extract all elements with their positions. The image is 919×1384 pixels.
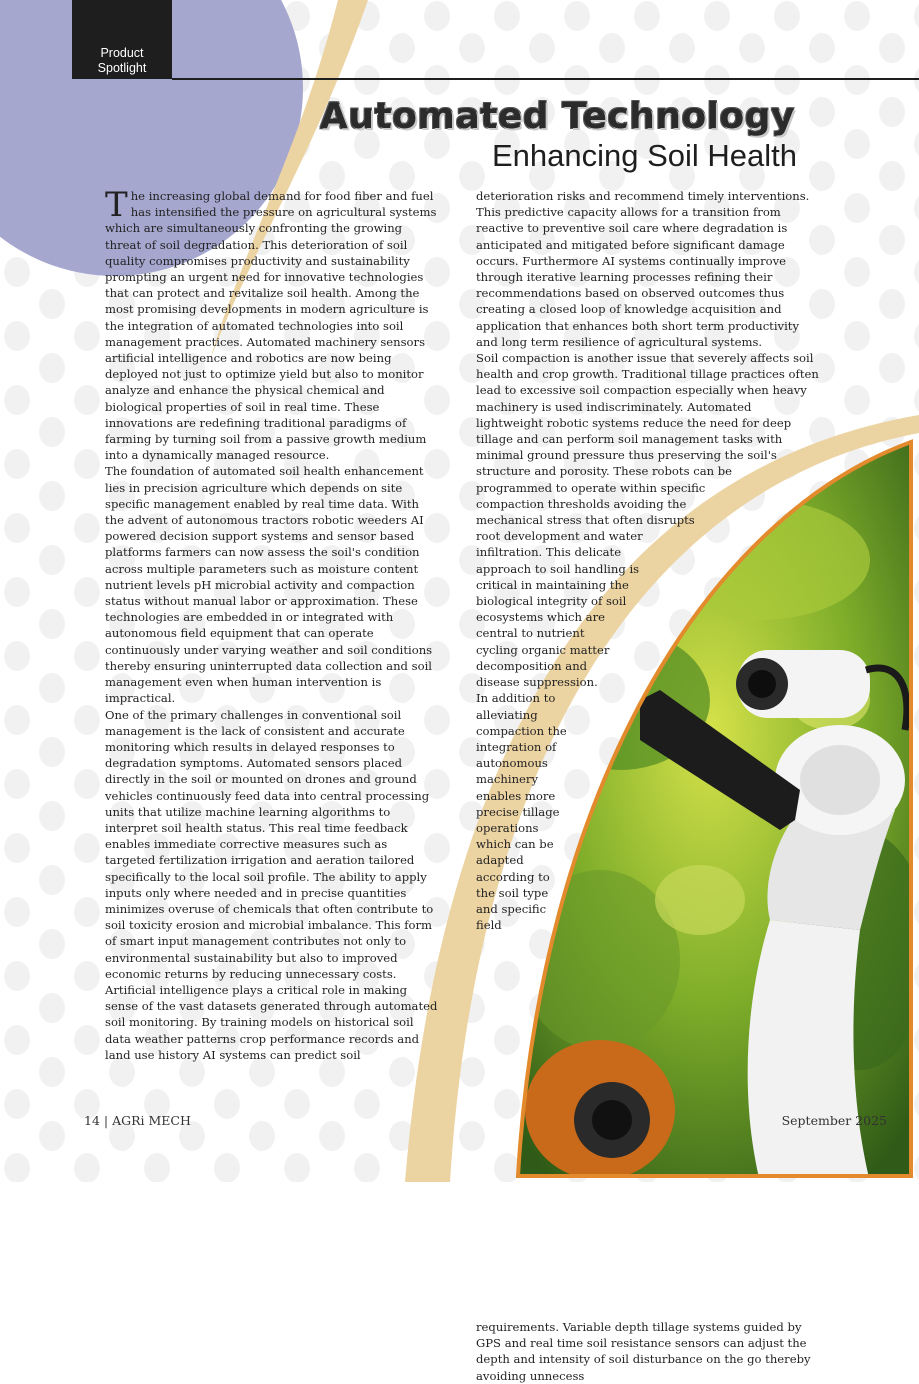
article-paragraph xyxy=(105,185,438,463)
page-subtitle: Enhancing Soil Health xyxy=(491,138,797,173)
section-tag-line1: Product xyxy=(100,46,144,60)
drop-cap: T xyxy=(105,185,128,225)
article-paragraph: Soil compaction is another issue that severely affects soil health and crop growth. Traditional tillage practices often lead to excessive soil compaction especially when heavy machinery is used indiscriminately. Automated lightweight robotic systems reduce the need for deep tillage and can perform soil management tasks with minimal ground pressure thus preserving the soil's structure and porosity. These robots can be programmed to operate within specific compaction thresholds avoiding the mechanical stress that often disrupts root development and water infiltration. This delicate approach to soil handling is critical in maintaining the biological integrity of soil ecosystems which are central to nutrient cycling organic matter decomposition and disease suppression. xyxy=(476,351,819,690)
article-column-1 xyxy=(105,185,438,1063)
article-paragraph: In addition to alleviating compaction the integration of autonomous machinery enables more precise tillage operations which can be adapted according to the soil type and specific field requirements. Variable depth tillage systems guided by GPS and real time soil resistance sensors can adjust the depth and intensity of soil disturbance on the go thereby avoiding unnecess xyxy=(476,691,811,1383)
issue-date-footer: September 2025 xyxy=(781,1113,887,1128)
page-title: Automated Technology xyxy=(320,96,795,137)
article-paragraph: The foundation of automated soil health enhancement lies in precision agriculture which depends on site specific management enabled by real time data. With the advent of autonomous tractors robotic weeders AI powered decision support systems and sensor based platforms farmers can now assess the soil's condition across multiple parameters such as moisture content nutrient levels pH microbial activity and compaction status without manual labor or approximation. These technologies are embedded in or integrated with autonomous field equipment that can operate continuously under varying weather and soil conditions thereby ensuring uninterrupted data collection and soil management even when human intervention is impractical. xyxy=(105,464,433,706)
section-tag-line2: Spotlight xyxy=(97,61,147,75)
article-paragraph: Artificial intelligence plays a critical role in making sense of the vast datasets generated through automated soil monitoring. By training models on historical soil data weather patterns crop performance records and land use history AI systems can predict soil xyxy=(105,982,438,1062)
article-text: he increasing global demand for food fiber and fuel has intensified the pressure on agricultural systems which are simultaneously confronting the growing threat of soil degradation. This deterioration of soil quality compromises productivity and sustainability prompting an urgent need for innovative technologies that can protect and revitalize soil health. Among the most promising developments in modern agriculture is the integration of automated technologies into soil management practices. Automated machinery sensors artificial intelligence and robotics are now being deployed not just to optimize yield but also to monitor analyze and enhance the physical chemical and biological properties of soil in real time. These innovations are redefining traditional paradigms of farming by turning soil from a passive growth medium into a dynamically managed resource. xyxy=(105,189,437,463)
article-paragraph: One of the primary challenges in conventional soil management is the lack of consistent and accurate monitoring which results in delayed responses to degradation symptoms. Automated sensors placed directly in the soil or mounted on drones and ground vehicles continuously feed data into central processing units that utilize machine learning algorithms to interpret soil health status. This real time feedback enables immediate corrective measures such as targeted fertilization irrigation and aeration tailored specifically to the local soil profile. The ability to apply inputs only where needed and in precise quantities minimizes overuse of chemicals that often contribute to soil toxicity erosion and microbial imbalance. This form of smart input management contributes not only to environmental sustainability but also to improved economic returns by reducing unnecessary costs. xyxy=(105,707,434,981)
page-number-footer: 14 | AGRi MECH xyxy=(84,1113,191,1128)
article-column-2 xyxy=(476,188,821,1384)
article-paragraph: deterioration risks and recommend timely interventions. This predictive capacity allows for a transition from reactive to preventive soil care where degradation is anticipated and mitigated before significant damage occurs. Furthermore AI systems continually improve through iterative learning processes refining their recommendations based on observed outcomes thus creating a closed loop of knowledge acquisition and application that enhances both short term productivity and long term resilience of agricultural systems. xyxy=(476,189,810,349)
